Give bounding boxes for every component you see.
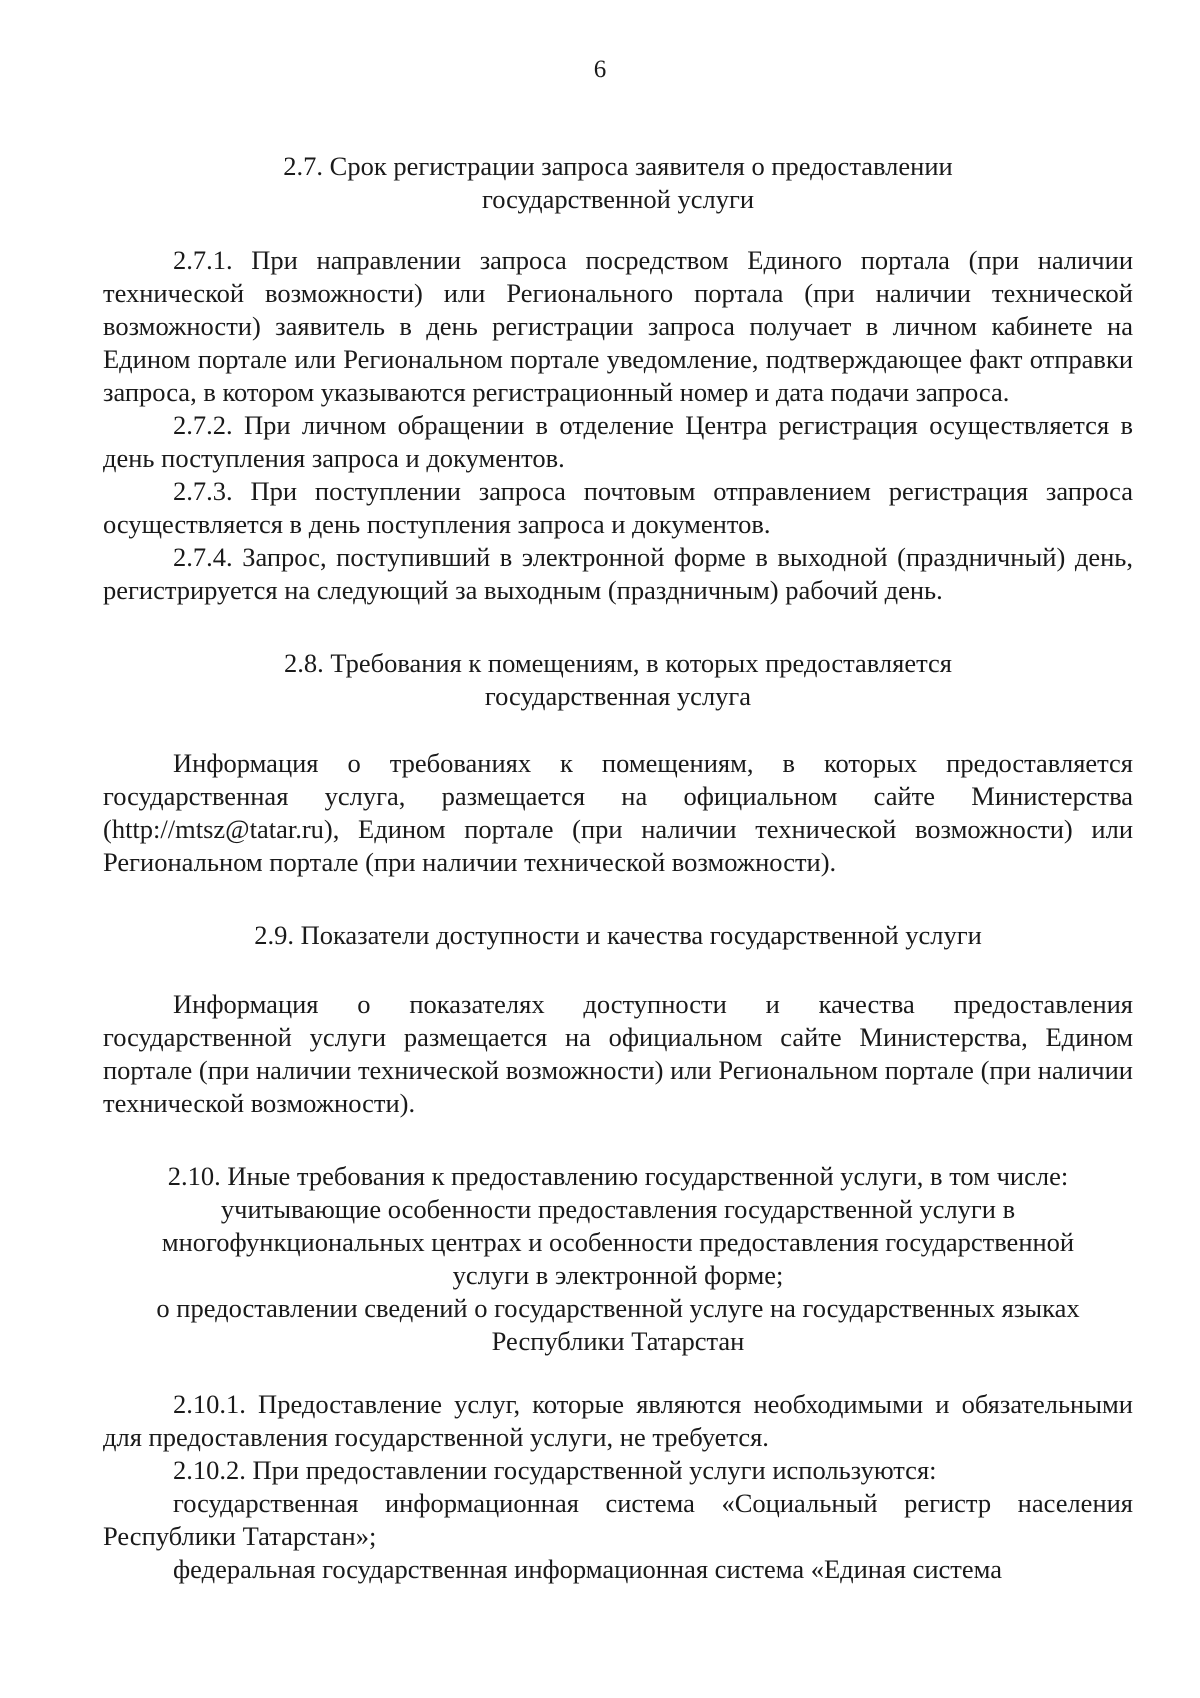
heading-line: учитывающие особенности предоставления государственной услуги в xyxy=(220,1194,1016,1224)
paragraph-2-9: Информация о показателях доступности и качества предоставления государственной услуги размещается на официальном сайте Министерства, Едином портале (при наличии технической возможности) или Региональном портале (при наличии технической возможности). xyxy=(103,989,1133,1118)
heading-line: о предоставлении сведений о государственной услуге на государственных языках xyxy=(156,1293,1080,1323)
page-number: 6 xyxy=(593,56,607,83)
heading-line: 2.9. Показатели доступности и качества государственной услуги xyxy=(254,920,982,950)
paragraph-2-10-2: 2.10.2. При предоставлении государственной услуги используются: xyxy=(173,1455,937,1485)
section-heading-2-10 xyxy=(103,1160,1133,1358)
heading-line: 2.7. Срок регистрации запроса заявителя о предоставлении xyxy=(283,151,953,181)
heading-line: 2.10. Иные требования к предоставлению государственной услуги, в том числе: xyxy=(167,1161,1069,1191)
paragraph-2-7-2: 2.7.2. При личном обращении в отделение Центра регистрация осуществляется в день поступления запроса и документов. xyxy=(103,410,1133,473)
paragraph-2-8: Информация о требованиях к помещениям, в которых предоставляется государственная услуга, размещается на официальном сайте Министерства (http://mtsz@tatar.ru), Едином портале (при наличии технической возможности) или Региональном портале (при наличии технической возможности). xyxy=(103,748,1133,877)
paragraph-2-7-4: 2.7.4. Запрос, поступивший в электронной форме в выходной (праздничный) день, регистрируется на следующий за выходным (праздничным) рабочий день. xyxy=(103,542,1133,605)
section-heading-2-7 xyxy=(103,150,1133,216)
heading-line: многофункциональных центрах и особенности предоставления государственной xyxy=(161,1227,1075,1257)
section-heading-2-8 xyxy=(103,647,1133,713)
paragraph-list-item: федеральная государственная информационная система «Единая система xyxy=(173,1554,1002,1584)
paragraph-2-10-1: 2.10.1. Предоставление услуг, которые являются необходимыми и обязательными для предоставления государственной услуги, не требуется. xyxy=(103,1389,1133,1452)
document-body xyxy=(103,150,1133,1586)
section-heading-2-9 xyxy=(103,919,1133,952)
paragraph-list-item: государственная информационная система «Социальный регистр населения Республики Татарстан»; xyxy=(103,1488,1133,1551)
heading-line: услуги в электронной форме; xyxy=(452,1260,784,1290)
heading-line: Республики Татарстан xyxy=(491,1326,745,1356)
paragraph-2-7-1: 2.7.1. При направлении запроса посредством Единого портала (при наличии технической возможности) или Регионального портала (при наличии технической возможности) заявитель в день регистрации запроса получает в личном кабинете на Едином портале или Региональном портале уведомление, подтверждающее факт отправки запроса, в котором указываются регистрационный номер и дата подачи запроса. xyxy=(103,245,1133,407)
heading-line: государственная услуга xyxy=(484,681,752,711)
heading-line: 2.8. Требования к помещениям, в которых предоставляется xyxy=(284,648,952,678)
heading-line: государственной услуги xyxy=(481,184,755,214)
paragraph-2-7-3: 2.7.3. При поступлении запроса почтовым отправлением регистрация запроса осуществляется в день поступления запроса и документов. xyxy=(103,476,1133,539)
